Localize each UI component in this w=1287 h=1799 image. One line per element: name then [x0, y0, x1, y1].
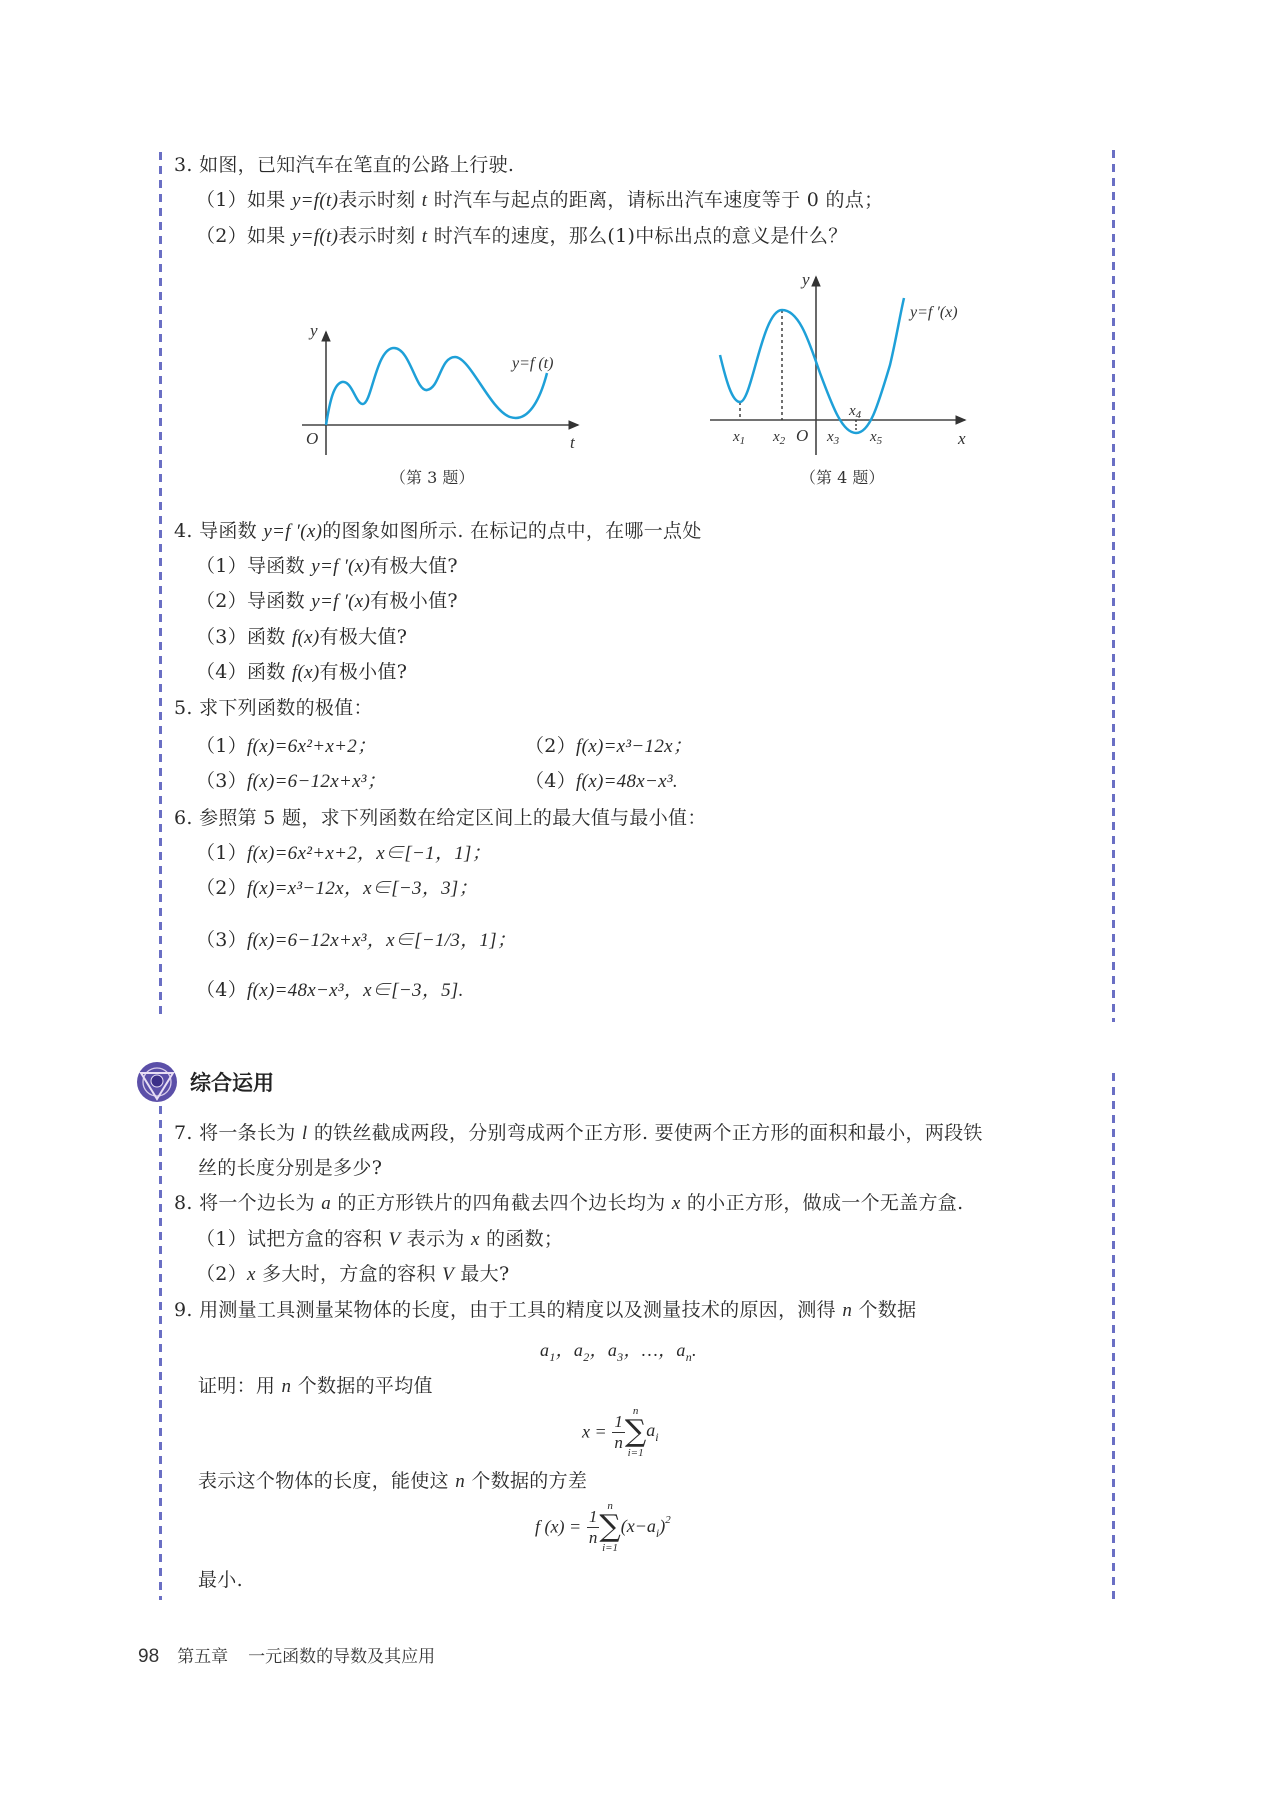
q4-item-math: f(x) — [291, 627, 320, 648]
q3-p2-text-c: 时汽车的速度，那么(1)中标出点的意义是什么？ — [427, 225, 848, 247]
chapter-title: 一元函数的导数及其应用 — [248, 1647, 436, 1667]
fig4-x3-label: $x_3$ — [827, 429, 840, 447]
q3-part1 — [196, 187, 883, 214]
q4-stem-b: 的图象如图所示. 在标记的点中，在哪一点处 — [322, 520, 702, 542]
q4-item-text: 有极小值? — [319, 661, 408, 683]
q6-item-expr: f(x)=6−12x+x³，x∈[−1/3，1]； — [247, 930, 517, 951]
q9-stem-a: 9. 用测量工具测量某物体的长度，由于工具的精度以及测量技术的原因，测得 — [174, 1299, 843, 1321]
q4-item-2 — [196, 588, 458, 615]
q8-stem-a: 8. 将一个边长为 — [174, 1192, 322, 1214]
page-number: 98 — [138, 1646, 160, 1667]
fig4-origin-label: O — [796, 426, 809, 445]
fig3-y-label: y — [310, 321, 318, 340]
q8-p1-c: 的函数； — [479, 1228, 564, 1250]
q9-proof-b: 个数据的平均值 — [291, 1375, 433, 1397]
q6-item-label: （2） — [196, 877, 247, 899]
q5-item-expr: f(x)=6x²+x+2； — [247, 736, 377, 757]
q3-p1-label: （1）如果 — [196, 189, 292, 211]
sum-top: n — [632, 1405, 639, 1417]
q7-line-1 — [174, 1120, 983, 1147]
q9-var-n: n — [842, 1300, 853, 1321]
q9-variance-formula — [535, 1500, 671, 1554]
term: a — [646, 1419, 656, 1440]
sum-bottom: i=1 — [627, 1447, 644, 1459]
q5-item-label: （4） — [525, 770, 576, 792]
q8-p2-c: 最大? — [454, 1263, 510, 1285]
q4-stem — [174, 518, 702, 545]
q8-stem — [174, 1190, 963, 1217]
q3-stem — [174, 152, 514, 178]
q5-item-label: （3） — [196, 770, 247, 792]
q5-item-1 — [196, 733, 376, 760]
fig3-curve-label: y=f (t) — [512, 355, 554, 372]
fig4-x-label: x — [958, 429, 966, 448]
q5-item-expr: f(x)=x³−12x； — [576, 736, 693, 757]
q9-repr-a: 表示这个物体的长度，能使这 — [198, 1470, 456, 1492]
right-dashed-border-upper — [1112, 150, 1115, 1022]
q4-item-math: y=f ′(x) — [311, 591, 371, 612]
q6-item-expr: f(x)=6x²+x+2，x∈[−1，1]； — [247, 843, 492, 864]
q3-stem-text: 3. 如图，已知汽车在笔直的公路上行驶. — [174, 154, 515, 176]
q5-item-label: （1） — [196, 735, 247, 757]
figure-3-graph — [290, 300, 590, 465]
page-footer — [138, 1642, 435, 1668]
q9-proof-a: 证明：用 — [198, 1375, 282, 1397]
q9-var-sum: n ∑ i=1 — [599, 1500, 621, 1554]
q8-stem-b: 的正方形铁片的四角截去四个边长均为 — [331, 1192, 672, 1214]
q9-frac-num: 1 — [614, 1411, 623, 1431]
q6-item-label: （1） — [196, 842, 247, 864]
q9-data-sequence: $a_1$，$a_2$，$a_3$，…，$a_n$. — [540, 1340, 697, 1364]
q9-frac-num: 1 — [588, 1506, 598, 1526]
q4-stem-math: y=f ′(x) — [263, 521, 323, 542]
q7-line1-a: 7. 将一条长为 — [174, 1122, 302, 1144]
q3-p2-text-b: 表示时刻 — [338, 225, 422, 247]
q5-item-expr: f(x)=6−12x+x³； — [247, 771, 387, 792]
right-dashed-border-lower — [1112, 1073, 1115, 1605]
q9-mean-fraction — [612, 1412, 625, 1453]
q3-part2 — [196, 223, 848, 250]
q8-p1-b: 表示为 — [400, 1228, 471, 1250]
q9-mean-lhs: x = — [582, 1421, 607, 1442]
q7-line1-b: 的铁丝截成两段，分别弯成两个正方形. 要使两个正方形的面积和最小，两段铁 — [307, 1122, 983, 1144]
q4-item-text: 有极大值? — [319, 626, 408, 648]
q4-item-4 — [196, 659, 407, 686]
q8-part-2 — [196, 1261, 509, 1288]
q4-item-label: （4）函数 — [196, 661, 292, 683]
q4-item-3 — [196, 624, 407, 651]
fig4-x1-label: $x_1$ — [733, 429, 746, 447]
q4-item-math: f(x) — [291, 662, 320, 683]
q6-stem: 6. 参照第 5 题，求下列函数在给定区间上的最大值与最小值： — [174, 807, 707, 829]
q6-item-3 — [196, 927, 516, 954]
q5-item-2 — [525, 733, 692, 760]
q3-p1-text-c: 时汽车与起点的距离，请标出汽车速度等于 0 的点； — [427, 189, 884, 211]
term-sub: i — [655, 1525, 660, 1540]
chapter-label: 第五章 — [177, 1647, 229, 1667]
q5-item-expr: f(x)=48x−x³. — [576, 771, 678, 792]
fig3-x-label: t — [570, 433, 575, 452]
q9-var-term — [620, 1513, 671, 1540]
q6-item-label: （4） — [196, 979, 247, 1001]
q8-stem-c: 的小正方形，做成一个无盖方盒. — [680, 1192, 964, 1214]
fig4-x2-label: $x_2$ — [773, 429, 786, 447]
q6-item-2 — [196, 875, 478, 902]
q8-p2-V: V — [442, 1264, 455, 1285]
q9-mean-term — [646, 1419, 659, 1444]
q4-item-label: （2）导函数 — [196, 590, 312, 612]
q8-part-1 — [196, 1226, 563, 1253]
figure-4-graph — [700, 255, 980, 460]
fig3-origin-label: O — [306, 429, 319, 448]
q7-var-l: l — [301, 1123, 308, 1144]
q9-represent-line — [198, 1468, 587, 1495]
q4-item-math: y=f ′(x) — [311, 556, 371, 577]
q4-stem-a: 4. 导函数 — [174, 520, 264, 542]
q3-p2-math: y=f(t) — [291, 226, 339, 247]
q9-stem-b: 个数据 — [852, 1299, 917, 1321]
q7-line-2: 丝的长度分别是多少? — [198, 1157, 383, 1179]
q8-var-x: x — [671, 1193, 681, 1214]
q9-proof-n: n — [281, 1376, 292, 1397]
q3-p1-math: y=f(t) — [291, 190, 339, 211]
q9-var-lhs: f (x) = — [535, 1516, 582, 1537]
term-sub: i — [655, 1429, 659, 1444]
q9-repr-n: n — [455, 1471, 466, 1492]
q9-stem — [174, 1297, 916, 1324]
q5-item-label: （2） — [525, 735, 576, 757]
q9-frac-den: n — [614, 1432, 623, 1452]
q8-var-a: a — [321, 1193, 332, 1214]
q3-p2-t: t — [421, 226, 428, 247]
q8-p2-x: x — [247, 1264, 256, 1285]
sum-bottom: i=1 — [602, 1542, 619, 1554]
section-title: 综合运用 — [190, 1071, 274, 1095]
q8-p2-a: （2） — [196, 1263, 247, 1285]
q8-p2-b: 多大时，方盒的容积 — [255, 1263, 443, 1285]
q4-item-label: （3）函数 — [196, 626, 292, 648]
q9-repr-b: 个数据的方差 — [465, 1470, 588, 1492]
q6-item-4 — [196, 977, 464, 1004]
fig4-x5-label: $x_5$ — [870, 429, 883, 447]
q9-var-fraction — [587, 1507, 600, 1548]
q4-item-text: 有极大值? — [370, 555, 458, 577]
term-sup: 2 — [665, 1513, 671, 1526]
q8-p1-a: （1）试把方盒的容积 — [196, 1228, 389, 1250]
figure-4-caption: （第 4 题） — [800, 468, 885, 487]
q9-end: 最小. — [198, 1569, 243, 1591]
fig4-x4-label: $x_4$ — [849, 403, 862, 421]
q6-item-label: （3） — [196, 929, 247, 951]
q3-p1-text-b: 表示时刻 — [338, 189, 422, 211]
q6-item-expr: f(x)=48x−x³，x∈[−3，5]. — [247, 980, 464, 1001]
left-dashed-border-lower — [159, 1106, 162, 1600]
q5-item-3 — [196, 768, 386, 795]
left-dashed-border-upper — [159, 152, 162, 1014]
term-a: (x−a — [620, 1515, 656, 1536]
q4-item-label: （1）导函数 — [196, 555, 312, 577]
fig4-curve-label: y=f ′(x) — [910, 304, 958, 321]
q4-item-text: 有极小值? — [370, 590, 458, 612]
q5-stem: 5. 求下列函数的极值： — [174, 697, 373, 719]
q9-frac-den: n — [588, 1527, 598, 1547]
sum-top: n — [607, 1500, 613, 1512]
q9-proof-line — [198, 1373, 433, 1400]
q5-item-4 — [525, 768, 678, 795]
q4-item-1 — [196, 553, 458, 580]
q3-p1-t: t — [421, 190, 428, 211]
q6-item-1 — [196, 840, 491, 867]
q3-p2-label: （2）如果 — [196, 225, 292, 247]
q9-mean-formula — [582, 1405, 659, 1459]
q6-item-expr: f(x)=x³−12x，x∈[−3，3]； — [247, 878, 478, 899]
term-b: ) — [659, 1515, 666, 1536]
q9-mean-sum: n ∑ i=1 — [624, 1405, 647, 1459]
section-badge-icon — [136, 1061, 178, 1103]
fig4-y-label: y — [802, 270, 810, 289]
figure-3-caption: （第 3 题） — [390, 468, 475, 487]
q8-p1-x: x — [470, 1229, 480, 1250]
fig4-curve — [720, 298, 904, 433]
q8-p1-V: V — [388, 1229, 401, 1250]
